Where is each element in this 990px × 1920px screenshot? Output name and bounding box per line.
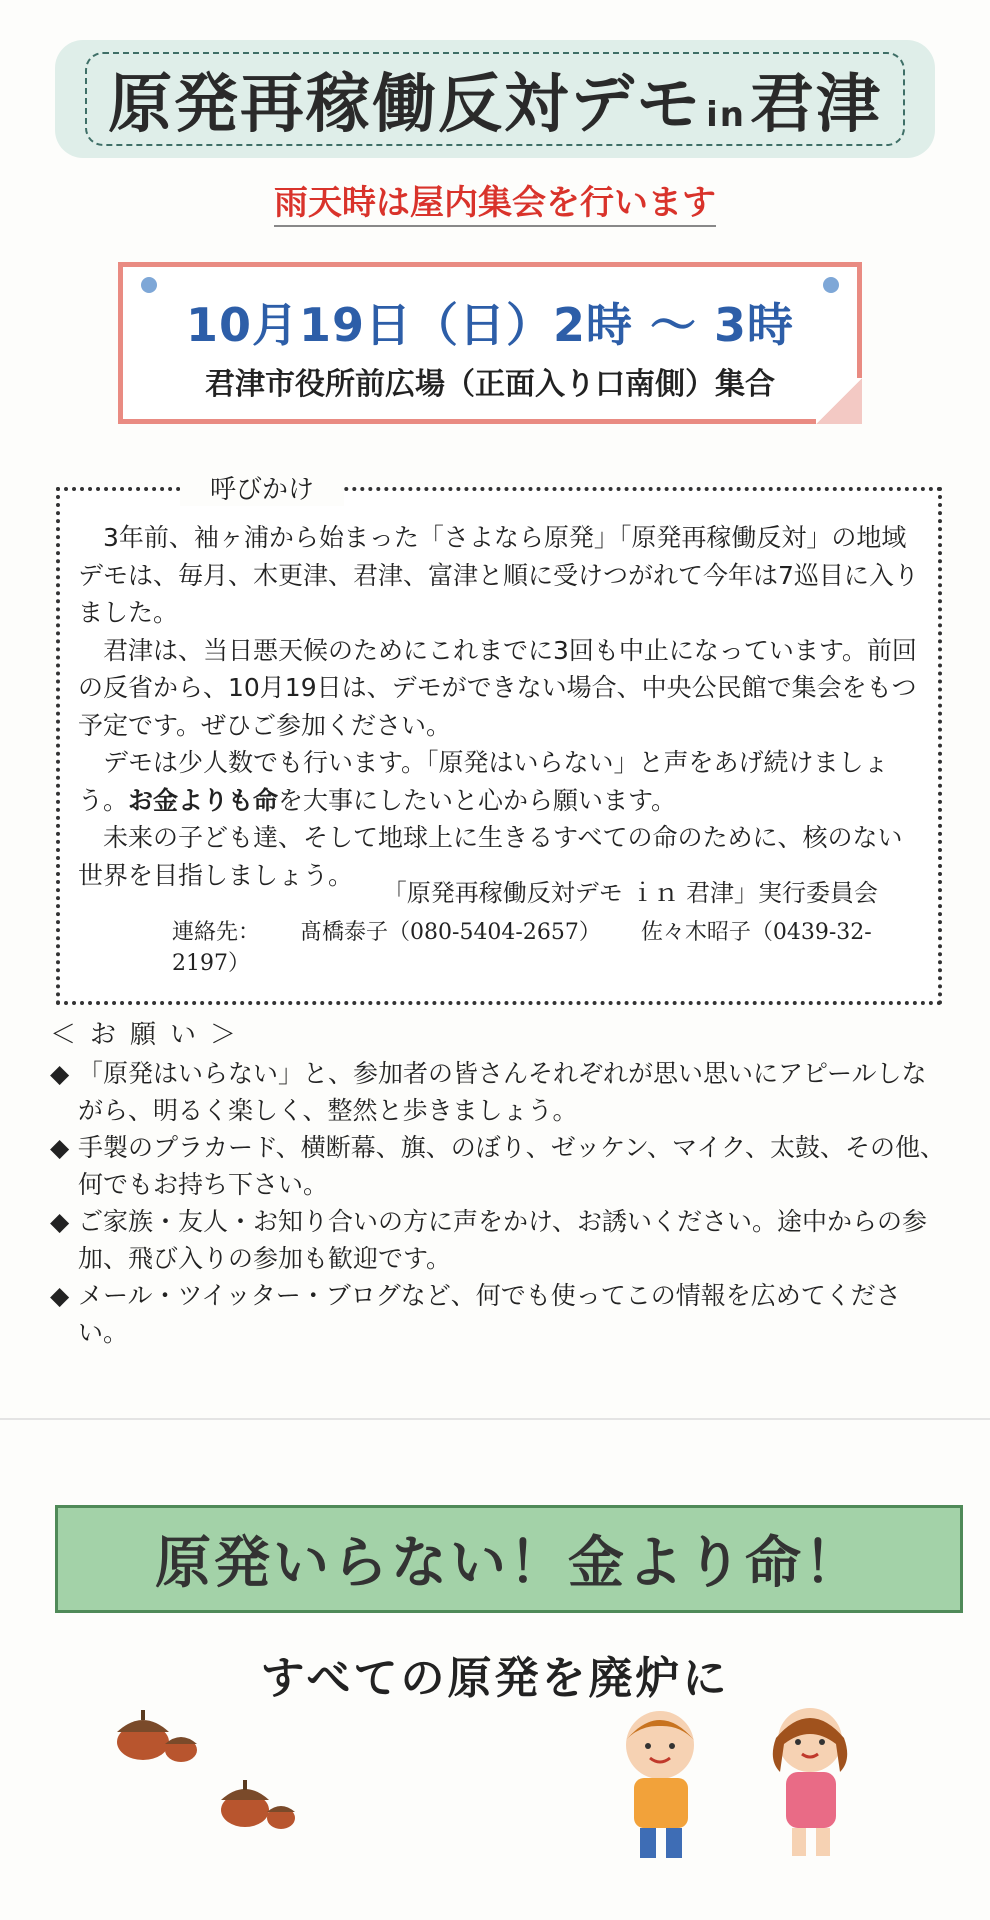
title-banner: [55, 40, 935, 158]
children-illustration: [590, 1700, 930, 1870]
diamond-bullet-icon: ◆: [50, 1059, 70, 1088]
appeal-body: [78, 519, 924, 894]
appeal-paragraph: 君津は、当日悪天候のためにこれまでに3回も中止になっています。前回の反省から、10月19日は、デモができない場合、中央公民館で集会をもつ予定です。ぜひご参加ください。: [78, 635, 917, 740]
emphasis: お金よりも命: [128, 785, 279, 815]
diamond-bullet-icon: ◆: [50, 1133, 70, 1162]
event-place: 君津市役所前広場（正面入り口南側）集合: [205, 367, 775, 402]
slogan-banner: [55, 1505, 963, 1613]
title-main: 原発再稼働反対デモ: [108, 68, 703, 142]
request-item: ◆ 「原発はいらない」と、参加者の皆さんそれぞれが思い思いにアピールしながら、明るく楽しく、整然と歩きましょう。: [50, 1055, 950, 1129]
appeal-paragraph: 3年前、袖ヶ浦から始まった「さよなら原発」「原発再稼働反対」の地域デモは、毎月、木更津、君津、富津と順に受けつがれて今年は7巡目に入りました。: [78, 523, 919, 627]
request-item: ◆ メール・ツイッター・ブログなど、何でも使ってこの情報を広めてください。: [50, 1277, 950, 1351]
contact-line: [172, 915, 918, 977]
event-datetime: 10月19日（日）2時 ～ 3時: [185, 298, 795, 352]
appeal-box: [56, 475, 942, 1005]
appeal-paragraph: デモは少人数でも行います。「原発はいらない」と声をあげ続けましょう。お金よりも命を大事にしたいと心から願います。: [78, 748, 889, 815]
title-in: in: [706, 95, 746, 135]
rain-note: 雨天時は屋内集会を行います: [0, 175, 990, 224]
acorn-icon: [95, 1680, 205, 1770]
contact-person: 髙橋泰子（080-5404-2657）: [300, 920, 601, 945]
paper-fold-line: [0, 1418, 990, 1420]
page-curl-icon: [816, 378, 862, 424]
contact-person: 佐々木昭子（0439-32-2197）: [172, 920, 872, 976]
request-item: ◆ 手製のプラカード、横断幕、旗、のぼり、ゼッケン、マイク、太鼓、その他、何でもお持ち下さい。: [50, 1129, 950, 1203]
title: [108, 53, 882, 145]
requests-section: [50, 1014, 950, 1351]
committee-name: 「原発再稼働反対デモ ｉｎ 君津」実行委員会: [382, 879, 878, 907]
slogan: 原発いらない！金より命！: [155, 1531, 863, 1596]
acorn-icon: [205, 1750, 305, 1840]
request-item: ◆ ご家族・友人・お知り合いの方に声をかけ、お誘いください。途中からの参加、飛び入りの参加も歓迎です。: [50, 1203, 950, 1277]
appeal-paragraph: 未来の子ども達、そして地球上に生きるすべての命のために、核のない世界を目指しましょう。: [78, 823, 903, 890]
appeal-heading: 呼びかけ: [180, 469, 344, 506]
title-frame: [85, 52, 905, 146]
requests-heading: ＜お願い＞: [50, 1020, 251, 1050]
diamond-bullet-icon: ◆: [50, 1281, 70, 1310]
event-card: [118, 262, 862, 424]
subslogan: すべての原発を廃炉に: [260, 1653, 730, 1704]
title-city: 君津: [749, 68, 882, 142]
contact-label: 連絡先：: [172, 920, 261, 945]
diamond-bullet-icon: ◆: [50, 1207, 70, 1236]
